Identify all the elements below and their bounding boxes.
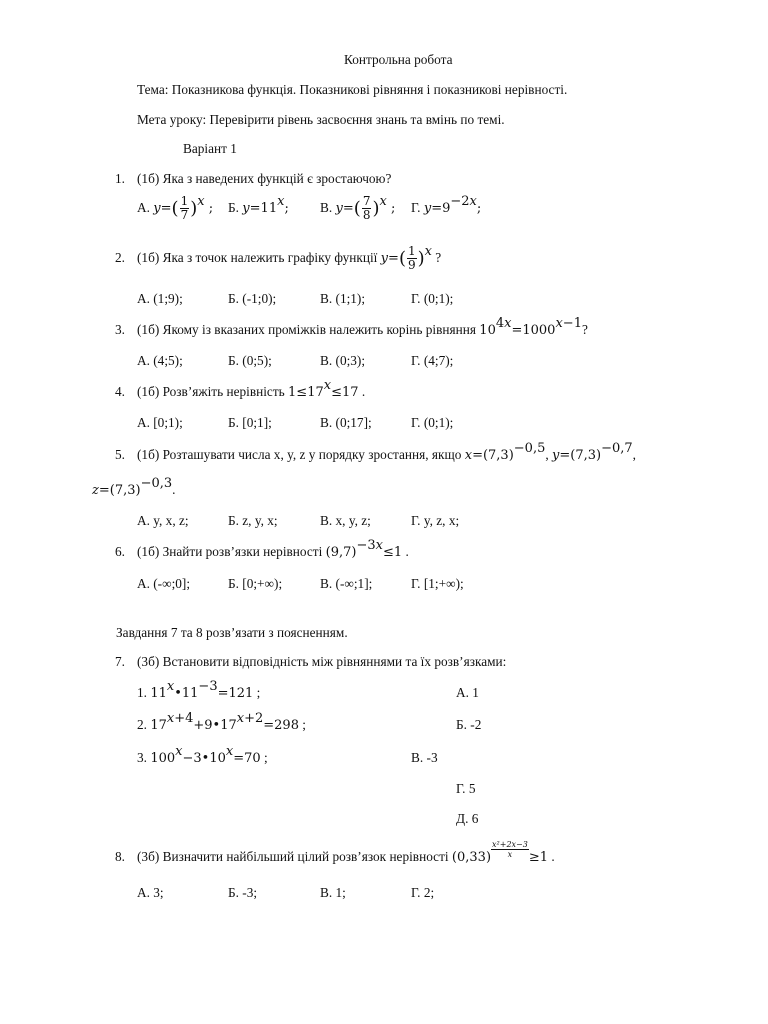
q7-answer-c: В. -3 (411, 750, 438, 765)
q6-text-line (137, 538, 409, 561)
q4-option-d: Г. (0;1); (411, 415, 454, 430)
page-title: Контрольна робота (344, 52, 453, 67)
q6-number: 6. (115, 544, 125, 559)
q5-option-a: А. y, x, z; (137, 513, 189, 528)
q1-option-a-label: А. (137, 200, 150, 215)
q7-answer-a: А. 1 (456, 685, 479, 700)
q7-eq3-label: 3. (137, 750, 147, 765)
q2-text: (1б) Яка з точок належить графіку функції (137, 250, 378, 265)
q1-text: (1б) Яка з наведених функцій є зростаючою? (137, 171, 392, 186)
q4-option-b: Б. [0;1]; (228, 415, 272, 430)
q1-option-c (320, 193, 395, 224)
tasks-note: Завдання 7 та 8 розв’язати з поясненням. (116, 625, 348, 640)
q7-answer-e: Д. 6 (456, 811, 479, 826)
q5-text-line (137, 441, 636, 464)
q1-option-d (411, 193, 481, 224)
q8-option-d: Г. 2; (411, 885, 435, 900)
q1-number: 1. (115, 171, 125, 186)
q6-formula: $(9,7)^{-3x}\le 1$ . (325, 538, 409, 560)
q1-option-d-label: Г. (411, 200, 421, 215)
q3-option-d: Г. (4;7); (411, 353, 454, 368)
q8-text: (3б) Визначити найбільший цілий розв’язок нерівності (137, 849, 449, 864)
q3-text-line (137, 316, 588, 339)
q5-option-c: В. x, y, z; (320, 513, 371, 528)
q5-formula-y: $y=(7,3)^{-0,7}$, (552, 441, 636, 463)
q4-formula: $1\le 17^x\le 17$ . (288, 378, 366, 400)
q2-formula: y=( $\frac{1}{9}$ )$^x$ ? (380, 244, 442, 273)
q8-option-c: В. 1; (320, 885, 346, 900)
q1-option-a-formula: y=( $\frac{1}{7}$ )$^x$ ; (153, 194, 214, 223)
q4-number: 4. (115, 384, 125, 399)
q5-number: 5. (115, 447, 125, 462)
q7-equation-3 (137, 744, 268, 767)
q6-option-c: В. (-∞;1]; (320, 576, 373, 591)
q7-equation-1 (137, 679, 261, 702)
q5-formula-x: $x=(7,3)^{-0,5}$, (464, 441, 549, 463)
q7-eq1-formula: $11^x•11^{-3}=121$ ; (150, 679, 261, 701)
q4-option-a: А. [0;1); (137, 415, 183, 430)
q2-number: 2. (115, 250, 125, 265)
q7-number: 7. (115, 654, 125, 669)
q3-option-a: А. (4;5); (137, 353, 183, 368)
q2-option-c: В. (1;1); (320, 291, 366, 306)
q1-option-c-label: В. (320, 200, 333, 215)
q1-option-d-formula: $y=9^{-2x}$; (423, 194, 482, 216)
q1-option-b-label: Б. (228, 200, 239, 215)
q2-option-d: Г. (0;1); (411, 291, 454, 306)
q4-text: (1б) Розв’яжіть нерівність (137, 384, 285, 399)
q5-formula-z: $z=(7,3)^{-0,3}$. (92, 476, 176, 498)
q3-option-b: Б. (0;5); (228, 353, 272, 368)
q6-text: (1б) Знайти розв’язки нерівності (137, 544, 323, 559)
q7-eq3-formula: $100^x-3•10^x=70$ ; (150, 744, 268, 766)
q7-answer-b: Б. -2 (456, 717, 482, 732)
q4-option-c: В. (0;17]; (320, 415, 372, 430)
q1-option-c-formula: y=( $\frac{7}{8}$ )$^x$ ; (335, 194, 396, 223)
q8-formula: (0,33) $\frac{\text{x²+2x−3}}{x}$ ≥1 . (451, 840, 555, 865)
q7-eq2-formula: $17^{x+4}+9•17^{x+2}=298$ ; (150, 711, 307, 733)
q5-option-b: Б. z, y, x; (228, 513, 278, 528)
q7-text: (3б) Встановити відповідність між рівняннями та їх розв’язками: (137, 654, 507, 669)
q7-equation-2 (137, 711, 307, 734)
q4-text-line (137, 378, 366, 401)
topic-line: Тема: Показникова функція. Показникові рівняння і показникові нерівності. (137, 82, 568, 97)
q6-option-a: А. (-∞;0]; (137, 576, 191, 591)
q8-number: 8. (115, 849, 125, 864)
q3-number: 3. (115, 322, 125, 337)
q6-option-d: Г. [1;+∞); (411, 576, 464, 591)
q2-option-a: А. (1;9); (137, 291, 183, 306)
q8-option-b: Б. -3; (228, 885, 258, 900)
goal-line: Мета уроку: Перевірити рівень засвоєння знань та вмінь по темі. (137, 112, 505, 127)
q3-formula: $10^{4x}=1000^{x-1}$? (479, 316, 588, 338)
q8-text-line (137, 840, 555, 875)
q7-eq1-label: 1. (137, 685, 147, 700)
variant-label: Варіант 1 (183, 141, 237, 156)
q5-text: (1б) Розташувати числа x, y, z у порядку зростання, якщо (137, 447, 462, 462)
q5-option-d: Г. y, z, x; (411, 513, 460, 528)
q3-option-c: В. (0;3); (320, 353, 366, 368)
q2-option-b: Б. (-1;0); (228, 291, 277, 306)
q6-option-b: Б. [0;+∞); (228, 576, 283, 591)
q1-option-b (228, 193, 289, 224)
q1-option-b-formula: $y=11^x$; (242, 194, 289, 216)
q7-eq2-label: 2. (137, 717, 147, 732)
q8-option-a: А. 3; (137, 885, 164, 900)
q3-text: (1б) Якому із вказаних проміжків належить корінь рівняння (137, 322, 476, 337)
q2-text-line (137, 243, 441, 274)
q1-option-a (137, 193, 213, 224)
q7-answer-d: Г. 5 (456, 781, 476, 796)
